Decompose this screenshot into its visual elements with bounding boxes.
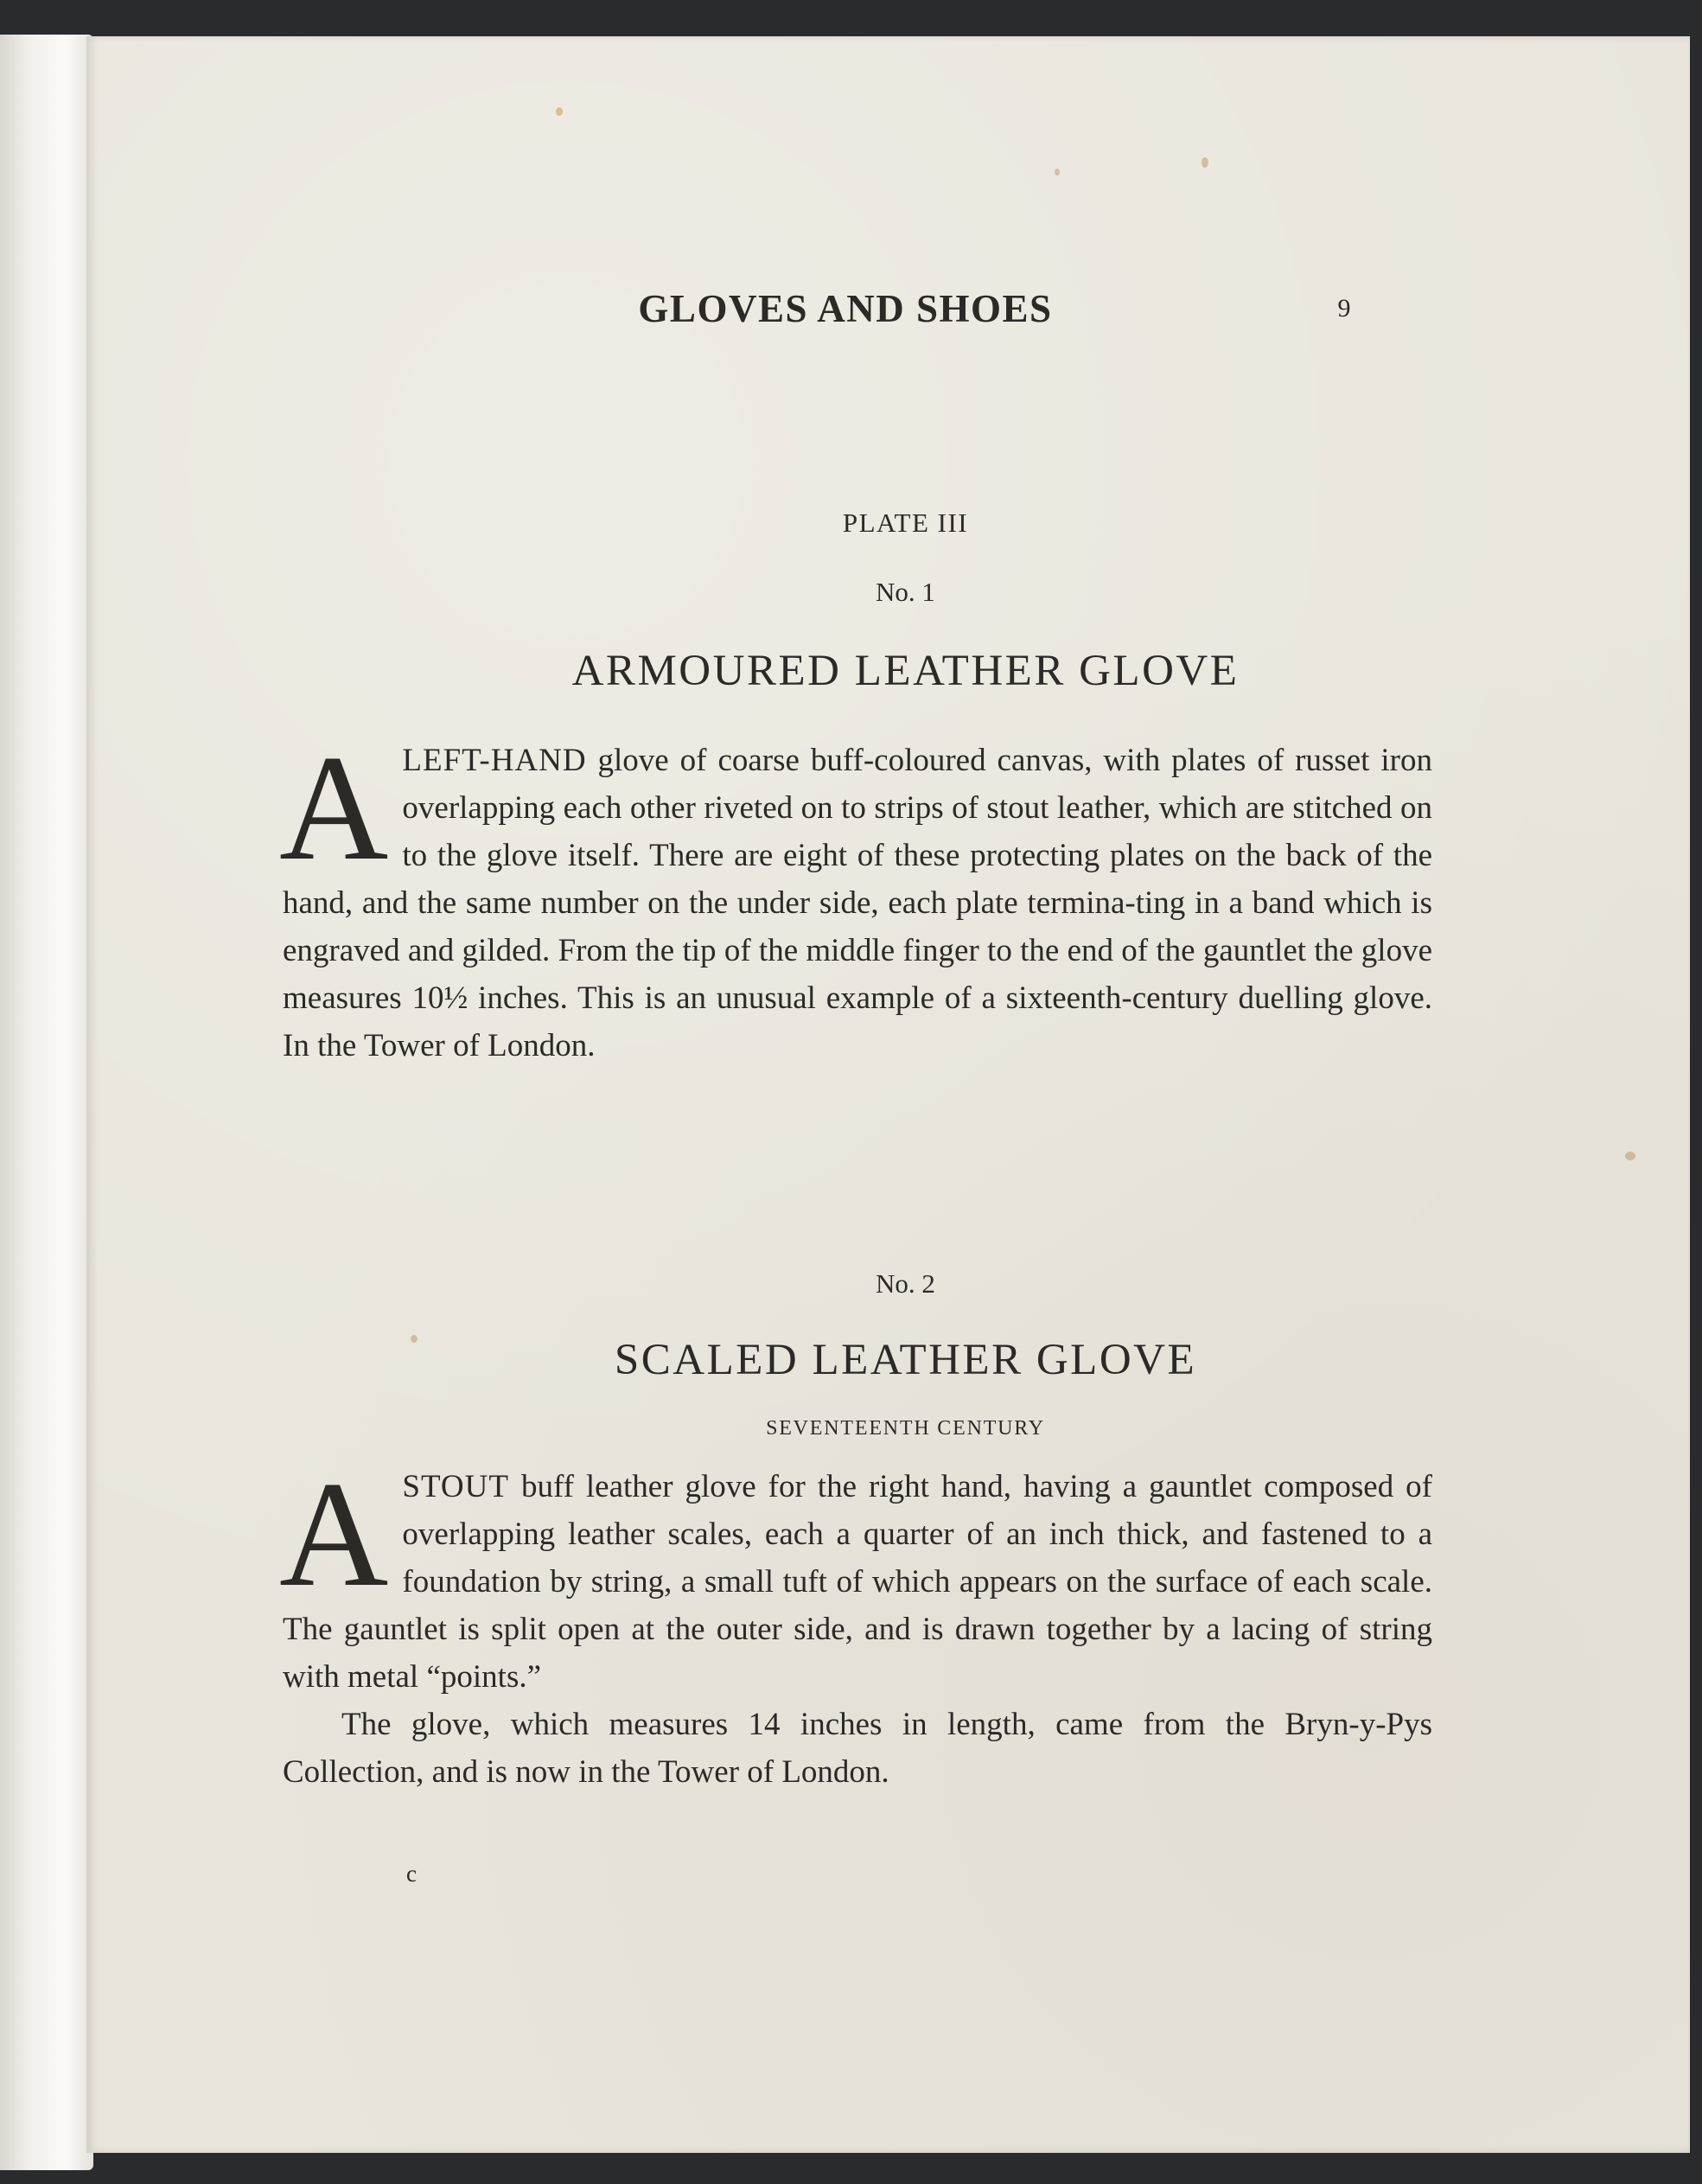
running-head-title: GLOVES AND SHOES	[638, 287, 1053, 330]
lead-word: STOUT	[402, 1469, 509, 1504]
item-number: No. 1	[876, 577, 935, 607]
lead-word: LEFT-HAND	[402, 743, 587, 778]
plate-label: PLATE III	[842, 508, 969, 538]
paragraph-text: glove of coarse buff-coloured canvas, with plates of russet iron overlapping each other riveted on to strips of stout leather, which are stitched on to the glove itself. There are eight of these protecting plates on the back of the hand, and the same number on the under side, each plate termina-ting in a band which is engraved and gilded. From the tip of the middle finger to the end of the gauntlet the glove measures 10½ inches. This is an unusual example of a sixteenth-century duelling glove. In the Tower of London.	[283, 743, 1433, 1063]
item-description	[279, 1450, 1432, 1796]
drop-cap: A	[279, 724, 389, 891]
foxing-spot	[556, 107, 563, 116]
facing-page-edge	[0, 35, 93, 2170]
foxing-spot	[1055, 169, 1060, 176]
foxing-spot	[1625, 1152, 1635, 1160]
paragraph-text: buff leather glove for the right hand, having a gauntlet composed of overlapping leather scales, each a quarter of an inch thick, and fastened to a foundation by string, a small tuft of which appears on the surface of each scale. The gauntlet is split open at the outer side, and is drawn together by a lacing of string with metal “points.”	[283, 1469, 1432, 1695]
description-paragraph	[279, 1450, 1432, 1701]
item-subtitle: SEVENTEENTH CENTURY	[766, 1417, 1045, 1440]
item-number: No. 2	[876, 1268, 935, 1299]
description-paragraph: The glove, which measures 14 inches in length, came from the Bryn-y-Pys Collection, and is now in the Tower of London.	[283, 1707, 1432, 1790]
drop-cap: A	[279, 1450, 389, 1618]
description-paragraph	[279, 724, 1433, 1070]
foxing-spot	[1202, 157, 1208, 168]
item-title: SCALED LEATHER GLOVE	[614, 1336, 1197, 1384]
book-page	[86, 36, 1690, 2153]
item-description	[279, 724, 1433, 1070]
signature-mark: c	[406, 1861, 417, 1887]
page-content	[86, 36, 1690, 2153]
running-head	[86, 283, 1690, 335]
item-title: ARMOURED LEATHER GLOVE	[571, 647, 1240, 695]
page-number: 9	[1337, 294, 1351, 322]
